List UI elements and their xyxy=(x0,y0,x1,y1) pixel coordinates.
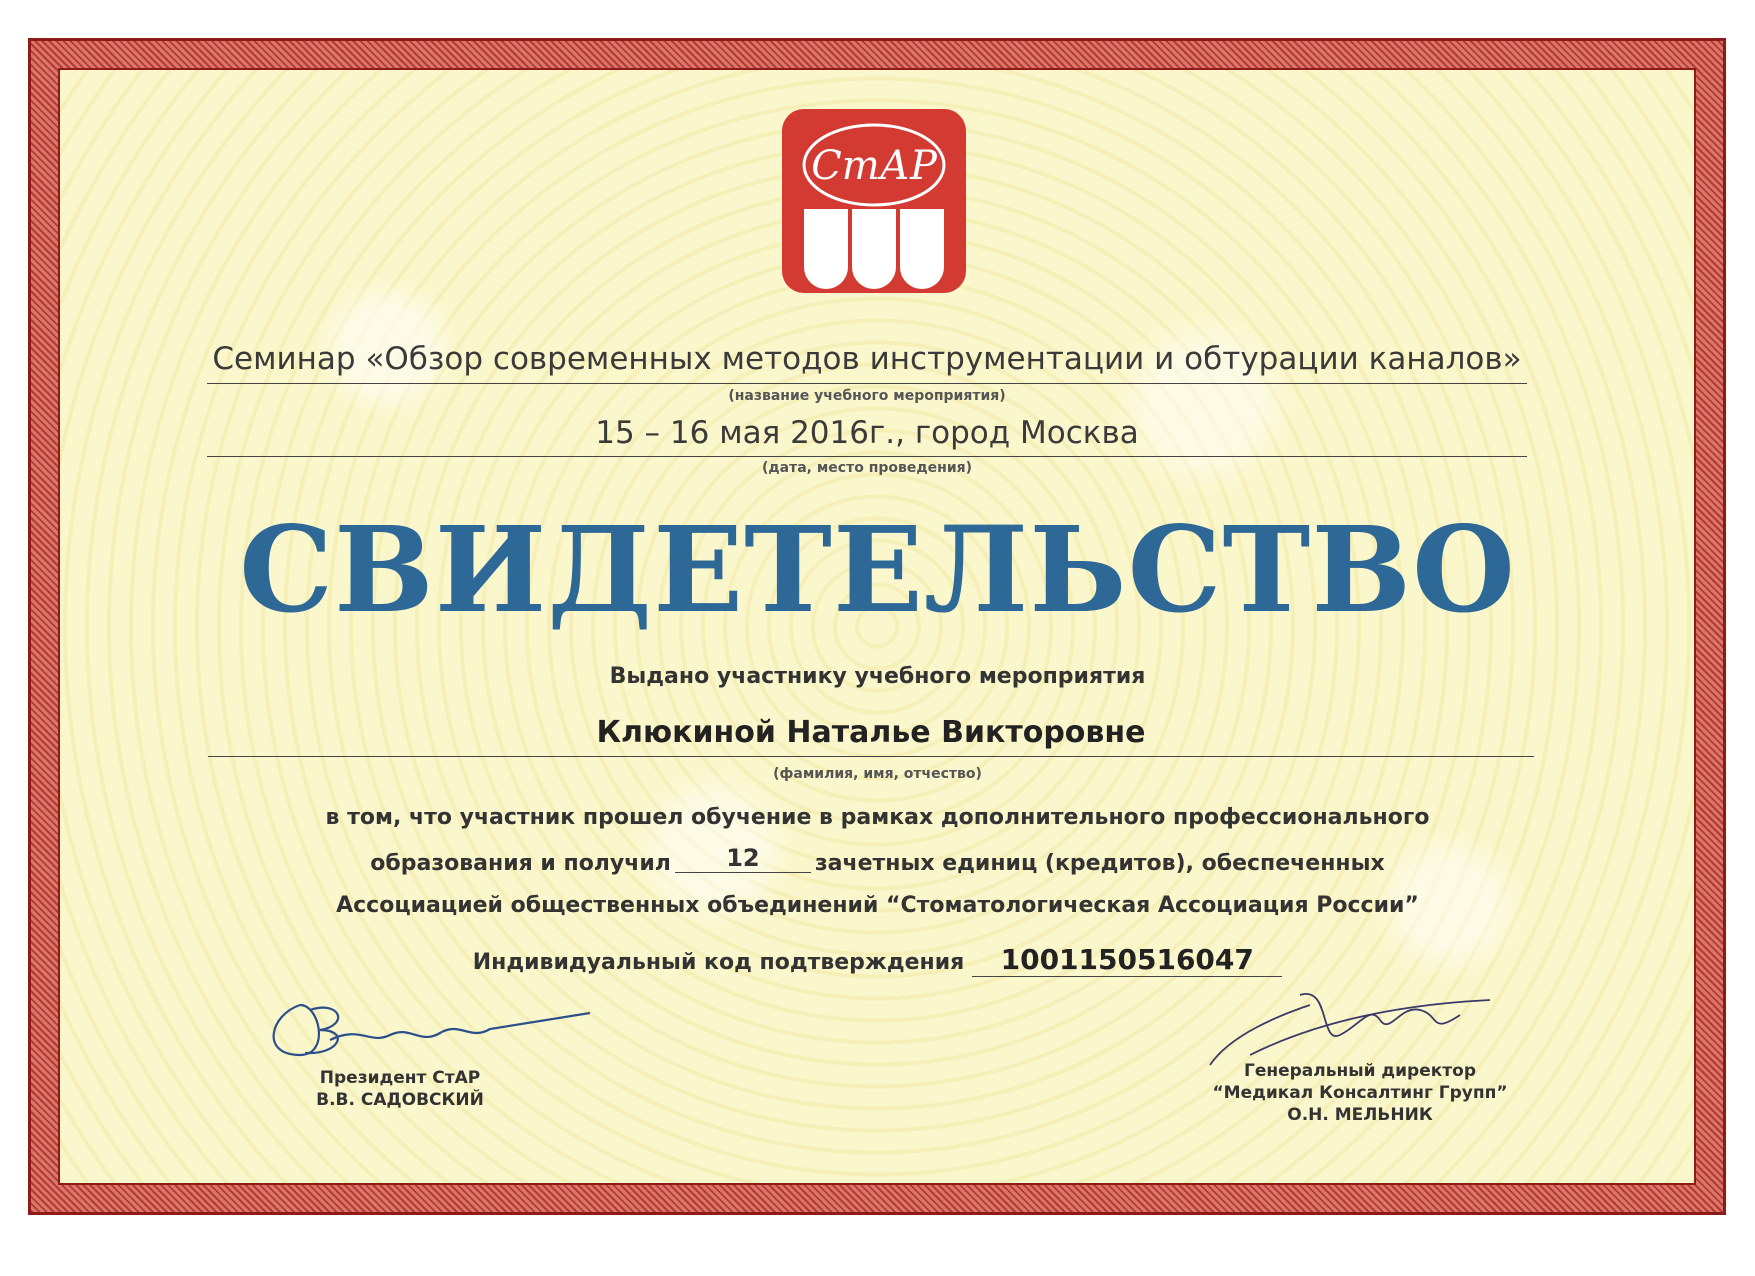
signature-left-block xyxy=(260,985,620,1135)
recipient-caption: (фамилия, имя, отчество) xyxy=(773,766,982,782)
signature-right-text xyxy=(1170,1060,1550,1126)
signature-right-block xyxy=(1190,975,1550,1125)
confirmation-code-label: Индивидуальный код подтверждения xyxy=(472,950,965,975)
signature-left-icon xyxy=(260,985,620,1075)
star-logo-icon xyxy=(780,107,968,295)
signature-right-name: О.Н. МЕЛЬНИК xyxy=(1287,1105,1433,1125)
seminar-title: Семинар «Обзор современных методов инструментации и обтурации каналов» xyxy=(207,335,1527,384)
signature-right-org: “Медикал Консалтинг Групп” xyxy=(1212,1083,1508,1103)
body-line-3: Ассоциацией общественных объединений “Стоматологическая Ассоциация России” xyxy=(336,893,1419,918)
signature-left-name: В.В. САДОВСКИЙ xyxy=(316,1090,484,1110)
credits-value: 12 xyxy=(675,844,811,873)
issued-to-text: Выдано участнику учебного мероприятия xyxy=(609,664,1146,689)
confirmation-code-row xyxy=(0,943,1755,977)
signature-left-title: Президент СтАР xyxy=(319,1068,481,1088)
credits-tail-text: зачетных единиц (кредитов), обеспеченных xyxy=(814,851,1385,876)
seminar-title-caption: (название учебного мероприятия) xyxy=(728,388,1006,404)
confirmation-code: 1001150516047 xyxy=(972,943,1282,977)
signature-right-title: Генеральный директор xyxy=(1243,1061,1476,1081)
credits-lead-text: образования и получил xyxy=(370,851,671,876)
signature-left-text xyxy=(290,1067,510,1111)
certificate-heading: СВИДЕТЕЛЬСТВО xyxy=(239,500,1516,639)
seminar-dates-caption: (дата, место проведения) xyxy=(761,460,973,476)
seminar-dates: 15 – 16 мая 2016г., город Москва xyxy=(207,410,1527,457)
recipient-name: Клюкиной Наталье Викторовне xyxy=(208,708,1534,757)
svg-text:СтАР: СтАР xyxy=(811,143,937,189)
body-line-1: в том, что участник прошел обучение в рамках дополнительного профессионального xyxy=(325,805,1430,830)
body-line-2 xyxy=(0,844,1755,877)
